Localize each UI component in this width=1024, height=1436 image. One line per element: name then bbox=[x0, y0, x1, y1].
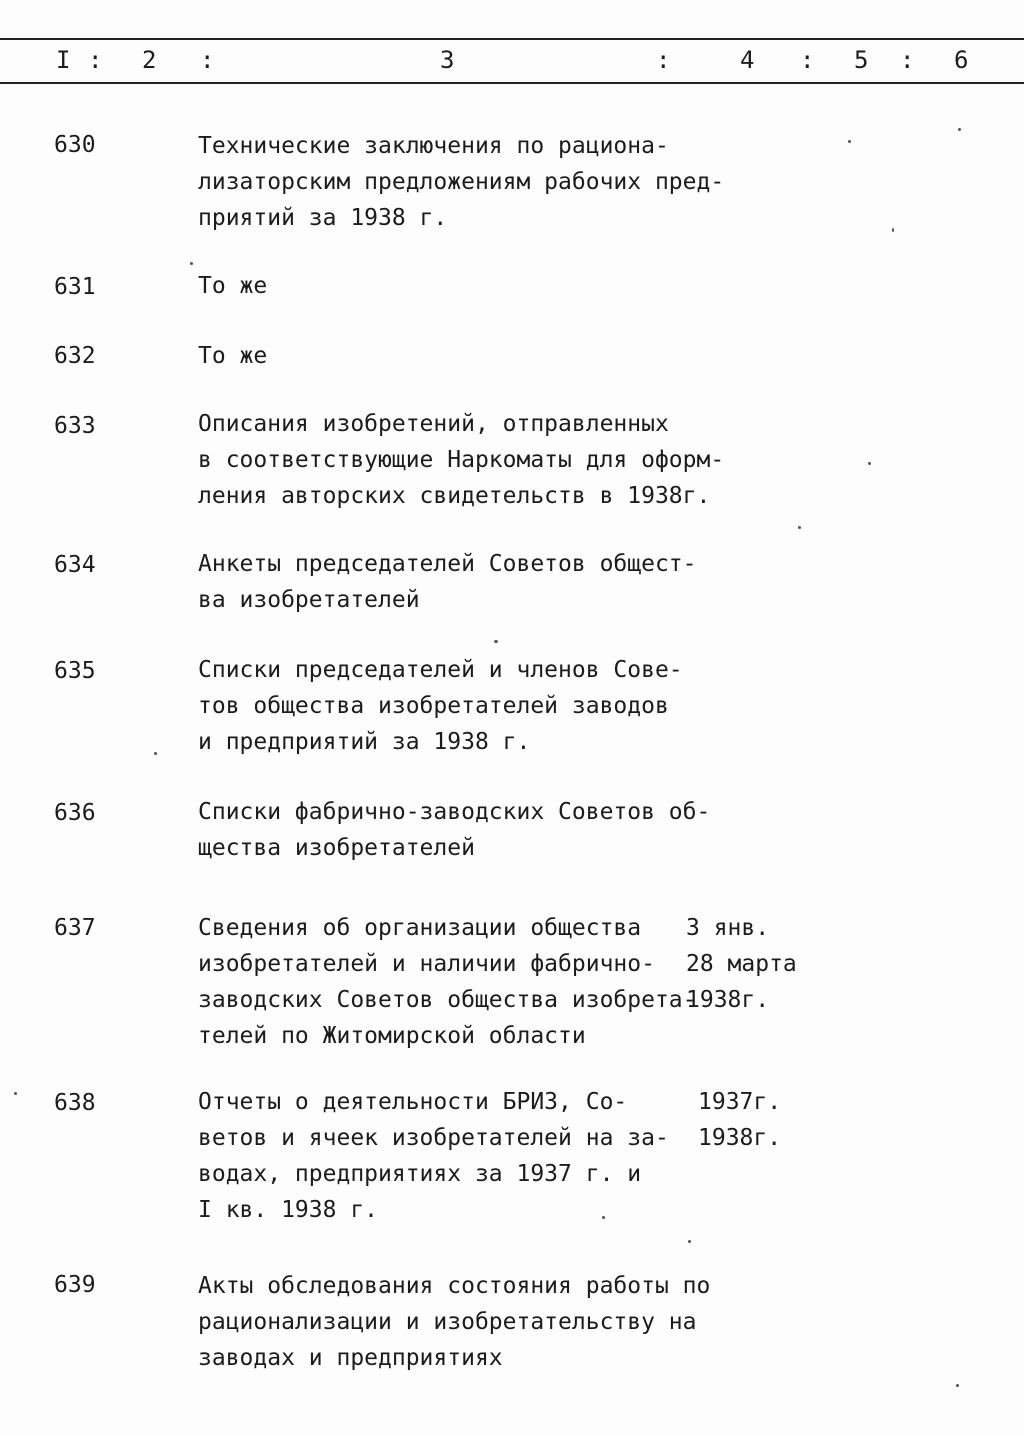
scan-speck bbox=[688, 1240, 691, 1243]
entry-number: 638 bbox=[54, 1090, 96, 1116]
entry-number: 639 bbox=[54, 1272, 96, 1298]
scan-speck bbox=[154, 752, 157, 755]
entry-title: Списки председателей и членов Сове- тов общества изобретателей заводов и предприятий за 1938 г. bbox=[198, 657, 683, 755]
entry-number: 634 bbox=[54, 552, 96, 578]
entry-title: Списки фабрично-заводских Советов об- щества изобретателей bbox=[198, 799, 711, 861]
entry-number: 637 bbox=[54, 915, 96, 941]
entry-number: 632 bbox=[54, 343, 96, 369]
entry-title: То же bbox=[198, 343, 268, 369]
entry-title: Отчеты о деятельности БРИЗ, Со- ветов и ячеек изобретателей на за- водах, предприятиях за 1937 г. и I кв. 1938 г. bbox=[198, 1089, 669, 1223]
column-separator: : bbox=[656, 46, 672, 74]
column-header-6: 6 bbox=[954, 46, 970, 74]
header-top-rule bbox=[0, 38, 1024, 40]
entry-title: То же bbox=[198, 273, 268, 299]
entry-title: Анкеты председателей Советов общест- ва изобретателей bbox=[198, 551, 697, 613]
scan-speck bbox=[798, 526, 801, 529]
scan-speck bbox=[602, 1216, 605, 1219]
scan-speck bbox=[956, 1384, 959, 1387]
entry-number: 630 bbox=[54, 132, 96, 158]
column-separator: : bbox=[200, 46, 216, 74]
entry-number: 633 bbox=[54, 413, 96, 439]
entry-dates: 3 янв. 28 марта 1938г. bbox=[686, 915, 797, 1013]
scan-speck bbox=[958, 128, 961, 131]
entry-number: 635 bbox=[54, 658, 96, 684]
entry-title: Сведения об организации общества изобретателей и наличии фабрично- заводских Советов общества изобрета- телей по Житомирской области bbox=[198, 915, 697, 1049]
scan-speck bbox=[848, 140, 851, 143]
entry-title: Описания изобретений, отправленных в соответствующие Наркоматы для оформ- ления авторских свидетельств в 1938г. bbox=[198, 411, 725, 509]
column-header-1: I bbox=[56, 46, 72, 74]
column-header-4: 4 bbox=[740, 46, 756, 74]
column-header-5: 5 bbox=[854, 46, 870, 74]
entry-title: Технические заключения по рациона- лизаторским предложениям рабочих пред- приятий за 1938 г. bbox=[198, 133, 725, 231]
entry-dates: 1937г. 1938г. bbox=[698, 1089, 782, 1151]
scan-speck bbox=[494, 640, 498, 643]
scan-speck bbox=[14, 1092, 17, 1095]
entry-title: Акты обследования состояния работы по рационализации и изобретательству на заводах и предприятиях bbox=[198, 1273, 711, 1371]
entry-number: 636 bbox=[54, 800, 96, 826]
column-header-2: 2 bbox=[142, 46, 158, 74]
column-separator: : bbox=[800, 46, 816, 74]
scan-speck bbox=[892, 228, 894, 232]
header-bottom-rule bbox=[0, 82, 1024, 84]
column-separator: : bbox=[88, 46, 104, 74]
column-separator: : bbox=[900, 46, 916, 74]
entry-number: 631 bbox=[54, 274, 96, 300]
column-header-3: 3 bbox=[440, 46, 456, 74]
scan-speck bbox=[868, 462, 871, 465]
scan-speck bbox=[190, 262, 193, 265]
